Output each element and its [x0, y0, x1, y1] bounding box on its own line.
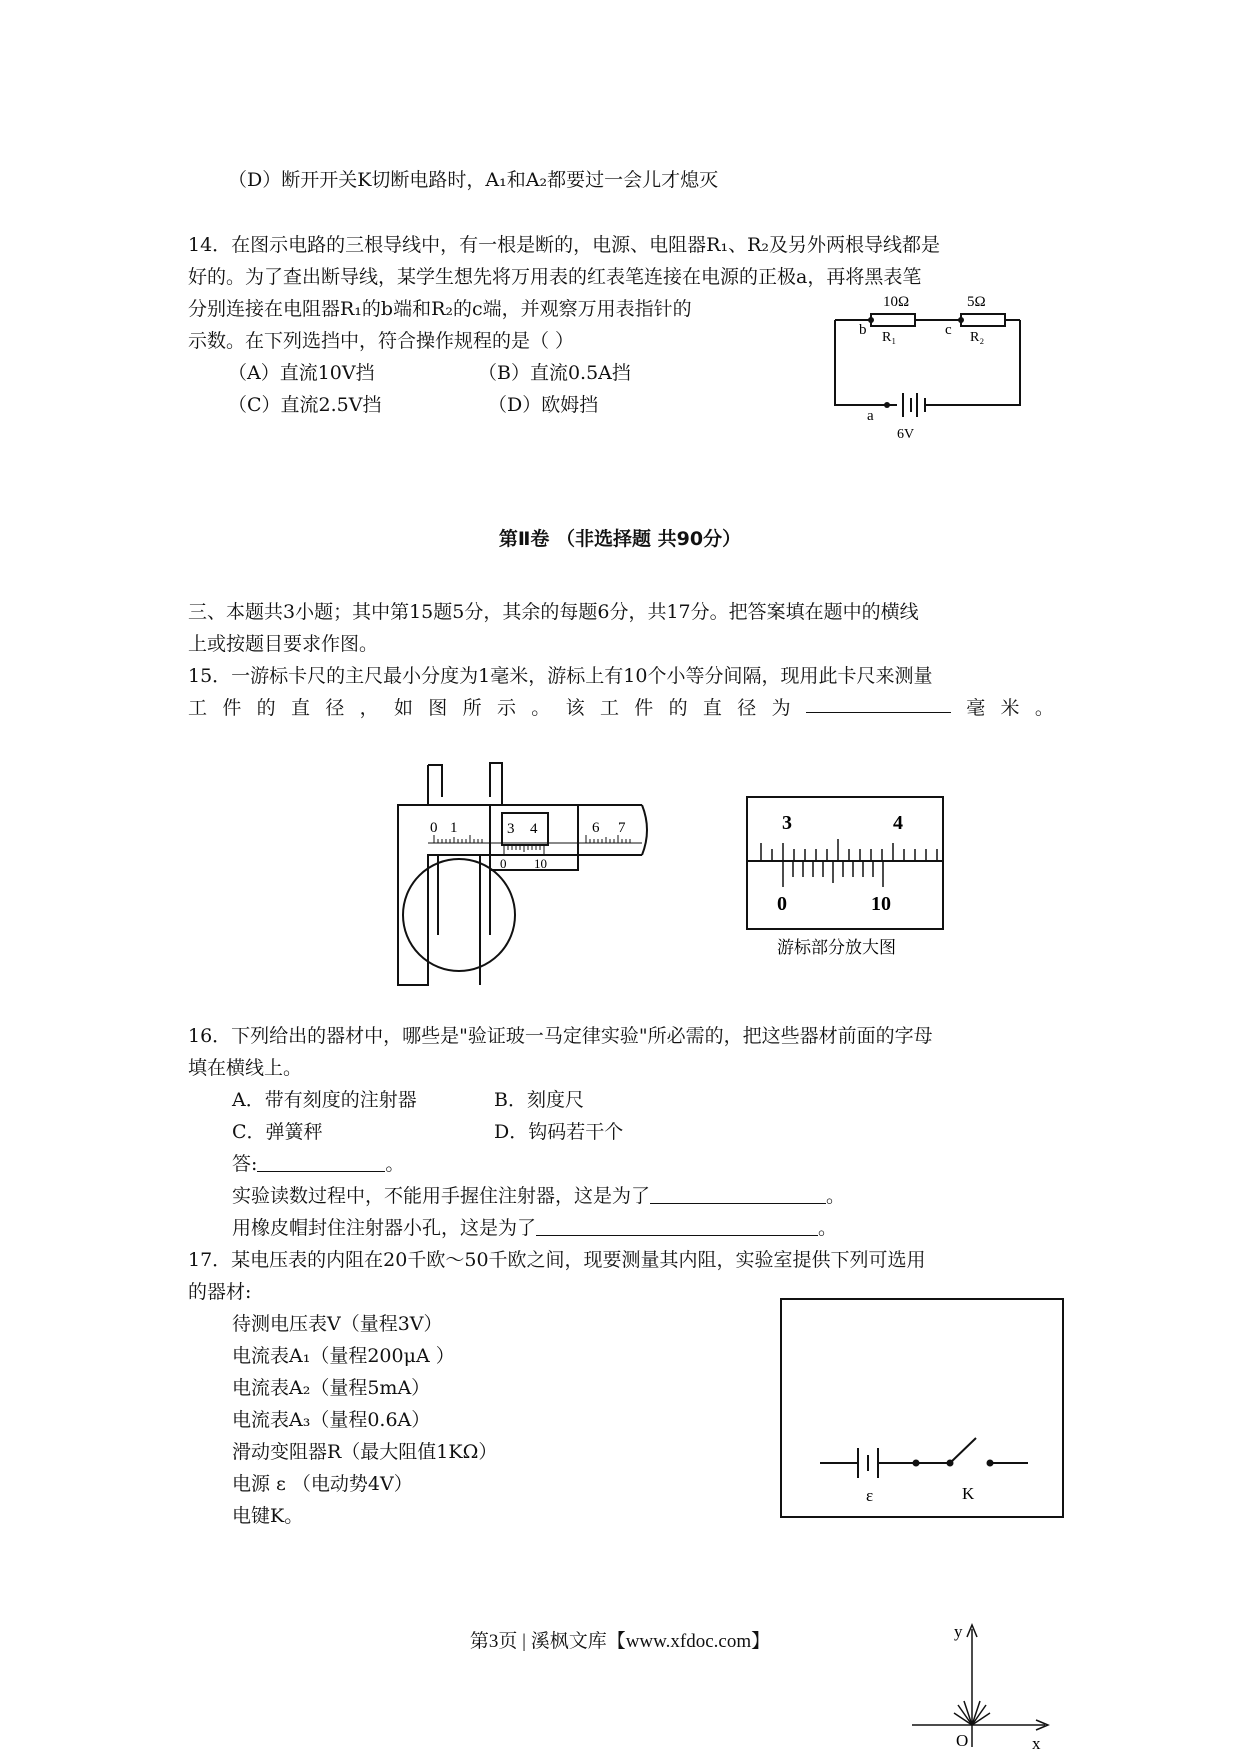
q15-answer-blank[interactable] — [806, 692, 951, 713]
origin-label: O — [956, 1731, 969, 1750]
r2-value-label: 5Ω — [967, 294, 986, 310]
word: 件 — [634, 697, 654, 719]
word: 径 — [737, 697, 757, 719]
reason2-text: 用橡皮帽封住注射器小孔，这是为了 — [232, 1217, 537, 1239]
r2-label: R₂ — [970, 330, 985, 345]
q16-reason1-blank[interactable] — [650, 1183, 826, 1204]
word: 图 — [428, 697, 448, 719]
word: 直 — [290, 697, 310, 719]
r1-resistor — [871, 314, 915, 326]
main-tick-label: 3 — [507, 821, 515, 837]
r1-value-label: 10Ω — [883, 294, 910, 310]
word: 工 — [188, 697, 208, 719]
q16-line1: 16．下列给出的器材中，哪些是"验证玻一马定律实验"所必需的，把这些器材前面的字母 — [188, 1025, 933, 1047]
main-tick-label: 0 — [430, 820, 438, 836]
q14-circuit-diagram — [825, 290, 1035, 450]
word: 件 — [222, 697, 242, 719]
word: 示 — [496, 697, 516, 719]
word: 的 — [256, 697, 276, 719]
word: 工 — [599, 697, 619, 719]
q16-reason2-blank[interactable] — [536, 1215, 818, 1236]
q14-option-c: （C）直流2.5V挡 — [228, 394, 382, 416]
section3-line1: 三、本题共3小题；其中第15题5分，其余的每题6分，共17分。把答案填在题中的横线 — [188, 601, 919, 623]
mag-vernier-label: 10 — [871, 893, 891, 915]
word: 所 — [462, 697, 482, 719]
main-tick-label: 6 — [592, 820, 600, 836]
q17-line1: 17．某电压表的内阻在20千欧～50千欧之间，现要测量其内阻，实验室提供下列可选用 — [188, 1249, 926, 1271]
mag-main-label: 4 — [893, 812, 903, 834]
q17-item: 待测电压表V（量程3V） — [232, 1313, 443, 1335]
reason1-end: 。 — [826, 1185, 846, 1207]
emf-label: ε — [866, 1486, 874, 1505]
word: 毫 — [966, 697, 986, 719]
answer-suffix: 。 — [385, 1153, 405, 1175]
q16-answer-blank[interactable] — [257, 1151, 385, 1172]
vernier-tick-label: 0 — [500, 856, 507, 871]
q14-line3: 分别连接在电阻器R₁的b端和R₂的c端，并观察万用表指针的 — [188, 298, 692, 320]
q15-line1: 15．一游标卡尺的主尺最小分度为1毫米，游标上有10个小等分间隔，现用此卡尺来测量 — [188, 665, 933, 687]
q16-option-b: B．刻度尺 — [494, 1089, 584, 1111]
main-tick-label: 1 — [450, 820, 458, 836]
r1-label: R₁ — [882, 330, 897, 345]
part2-title: 第Ⅱ卷 （非选择题 共90分） — [498, 528, 742, 550]
q16-option-d: D．钩码若干个 — [494, 1121, 624, 1143]
reason1-text: 实验读数过程中，不能用手握住注射器，这是为了 — [232, 1185, 651, 1207]
a-label: a — [867, 408, 874, 424]
q17-circuit-box[interactable] — [780, 1298, 1066, 1520]
answer-prefix: 答: — [232, 1153, 258, 1175]
vernier-caliper-figure — [390, 755, 750, 990]
r2-resistor — [961, 314, 1005, 326]
q16-answer-line — [232, 1148, 404, 1180]
word: 直 — [702, 697, 722, 719]
q14-option-d: （D）欧姆挡 — [488, 394, 599, 416]
q14-line4: 示数。在下列选挡中，符合操作规程的是（ ） — [188, 330, 575, 352]
terminal-a — [884, 402, 890, 408]
figure-caption: 游标部分放大图 — [777, 938, 896, 957]
q17-item: 电流表A₃（量程0.6A） — [232, 1409, 431, 1431]
word: ， — [359, 697, 379, 719]
q15-line2 — [188, 692, 1054, 724]
word: 如 — [393, 697, 413, 719]
q17-item: 电键K。 — [232, 1505, 304, 1527]
axes-figure — [910, 1615, 1060, 1754]
switch-blade — [950, 1438, 976, 1463]
c-label: c — [945, 322, 952, 338]
q16-reason2-line — [232, 1212, 837, 1244]
q16-option-c: C．弹簧秤 — [232, 1121, 323, 1143]
page-footer: 第3页 | 溪枫文库【www.xfdoc.com】 — [469, 1631, 771, 1652]
q14-option-a: （A）直流10V挡 — [228, 362, 375, 384]
vernier-magnified-figure — [745, 795, 955, 965]
q17-line2: 的器材: — [188, 1281, 252, 1303]
q14-option-b: （B）直流0.5A挡 — [478, 362, 631, 384]
section3-line2: 上或按题目要求作图。 — [188, 633, 379, 655]
main-tick-label: 7 — [618, 820, 626, 836]
vernier-tick-label: 10 — [534, 856, 547, 871]
word: 为 — [771, 697, 791, 719]
terminal-c — [958, 317, 964, 323]
x-axis-label: x — [1032, 1734, 1041, 1753]
q14-line2: 好的。为了查出断导线，某学生想先将万用表的红表笔连接在电源的正极a，再将黑表笔 — [188, 266, 922, 288]
word: 。 — [531, 697, 551, 719]
q16-option-a: A．带有刻度的注射器 — [232, 1089, 417, 1111]
word: 米 — [1000, 697, 1020, 719]
emf-label: 6V — [897, 427, 915, 442]
q13-option-d: （D）断开开关K切断电路时，A₁和A₂都要过一会儿才熄灭 — [228, 169, 719, 191]
mag-vernier-label: 0 — [777, 893, 787, 915]
word: 的 — [668, 697, 688, 719]
key-label: K — [962, 1484, 975, 1503]
q16-reason1-line — [232, 1180, 845, 1212]
q17-item: 电流表A₁（量程200μA ） — [232, 1345, 455, 1367]
word: 。 — [1034, 697, 1054, 719]
q16-line2: 填在横线上。 — [188, 1057, 303, 1079]
terminal-b — [868, 317, 874, 323]
word: 径 — [325, 697, 345, 719]
main-tick-label: 4 — [530, 821, 538, 837]
q17-item: 滑动变阻器R（最大阻值1KΩ） — [232, 1441, 498, 1463]
q14-line1: 14．在图示电路的三根导线中，有一根是断的，电源、电阻器R₁、R₂及另外两根导线都是 — [188, 234, 941, 256]
y-axis-label: y — [954, 1622, 963, 1641]
word: 该 — [565, 697, 585, 719]
q17-item: 电流表A₂（量程5mA） — [232, 1377, 431, 1399]
q17-item: 电源 ε （电动势4V） — [232, 1473, 413, 1495]
mag-main-label: 3 — [782, 812, 792, 834]
reason2-end: 。 — [818, 1217, 838, 1239]
b-label: b — [859, 322, 867, 338]
